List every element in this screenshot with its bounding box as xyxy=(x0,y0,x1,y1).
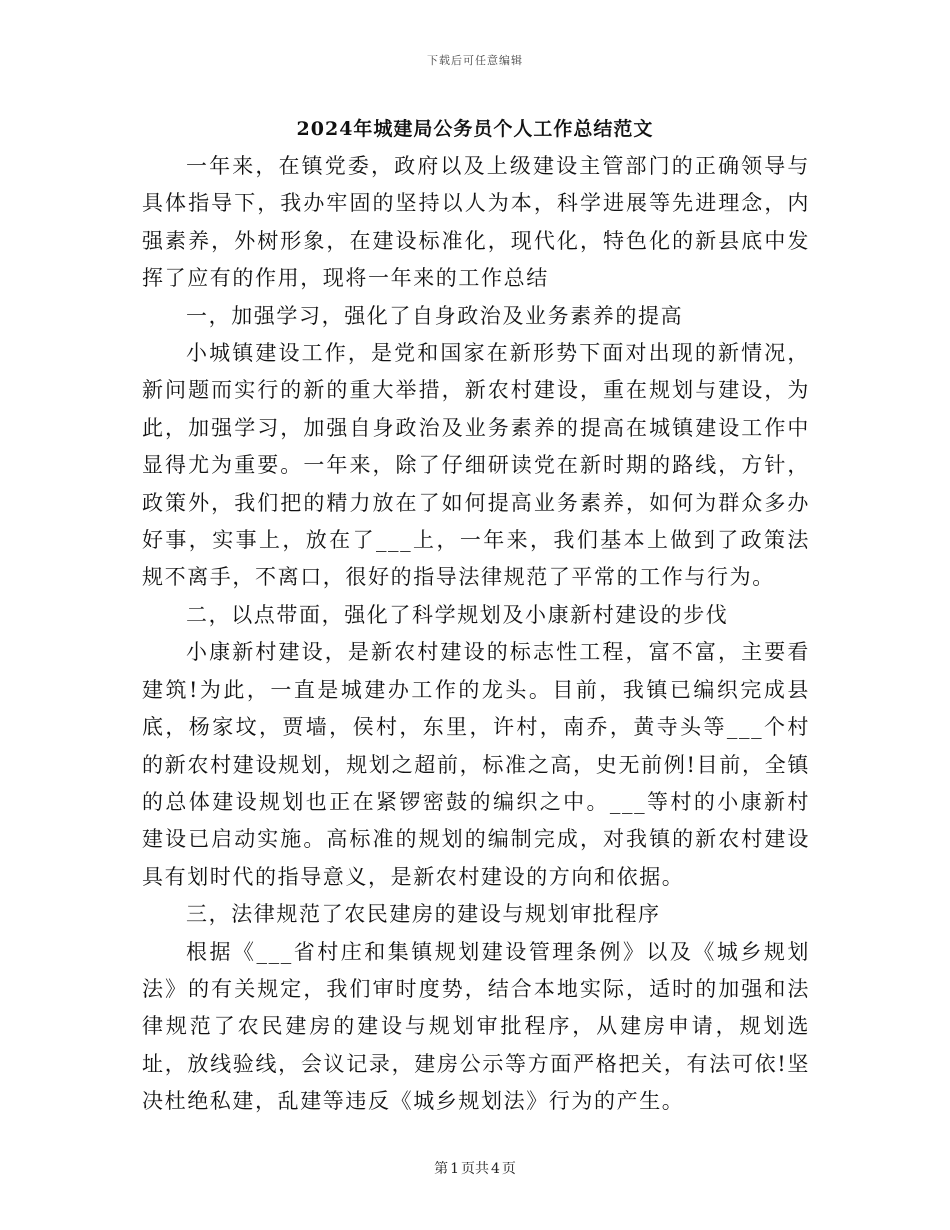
page-total: 4 xyxy=(491,1161,500,1177)
page-suffix: 页 xyxy=(501,1161,516,1177)
document-body xyxy=(142,148,810,1121)
page-number: 1 xyxy=(450,1161,459,1177)
page-header: 下载后可任意编辑 xyxy=(427,54,523,67)
paragraph-section-2: 小康新村建设，是新农村建设的标志性工程，富不富，主要看建筑!为此，一直是城建办工作的龙头。目前，我镇已编织完成县底，杨家坟，贾墙，侯村，东里，许村，南乔，黄寺头等___个村的新农村建设规划，规划之超前，标准之高，史无前例!目前，全镇的总体建设规划也正在紧锣密鼓的编织之中。___等村的小康新村建设已启动实施。高标准的规划的编制完成，对我镇的新农村建设具有划时代的指导意义，是新农村建设的方向和依据。 xyxy=(142,640,810,889)
section-heading-1: 一，加强学习，强化了自身政治及业务素养的提高 xyxy=(186,303,684,328)
paragraph-intro: 一年来，在镇党委，政府以及上级建设主管部门的正确领导与具体指导下，我办牢固的坚持以人为本，科学进展等先进理念，内强素养，外树形象，在建设标准化，现代化，特色化的新县底中发挥了应有的作用，现将一年来的工作总结 xyxy=(142,154,810,291)
page-prefix: 第 xyxy=(434,1161,449,1177)
paragraph-section-1: 小城镇建设工作，是党和国家在新形势下面对出现的新情况，新问题而实行的新的重大举措，新农村建设，重在规划与建设，为此，加强学习，加强自身政治及业务素养的提高在城镇建设工作中显得尤为重要。一年来，除了仔细研读党在新时期的路线，方针，政策外，我们把的精力放在了如何提高业务素养，如何为群众多办好事，实事上，放在了___上，一年来，我们基本上做到了政策法规不离手，不离口，很好的指导法律规范了平常的工作与行为。 xyxy=(142,341,810,590)
document-title: 2024年城建局公务员个人工作总结范文 xyxy=(296,118,654,140)
page-middle: 页共 xyxy=(461,1161,489,1177)
section-heading-3: 三，法律规范了农民建房的建设与规划审批程序 xyxy=(186,902,661,927)
page-footer xyxy=(0,1158,950,1178)
section-heading-2: 二，以点带面，强化了科学规划及小康新村建设的步伐 xyxy=(186,602,729,627)
paragraph-section-3: 根据《___省村庄和集镇规划建设管理条例》以及《城乡规划法》的有关规定，我们审时度势，结合本地实际，适时的加强和法律规范了农民建房的建设与规划审批程序，从建房申请，规划选址，放线验线，会议记录，建房公示等方面严格把关，有法可依!坚决杜绝私建，乱建等违反《城乡规划法》行为的产生。 xyxy=(142,939,810,1114)
